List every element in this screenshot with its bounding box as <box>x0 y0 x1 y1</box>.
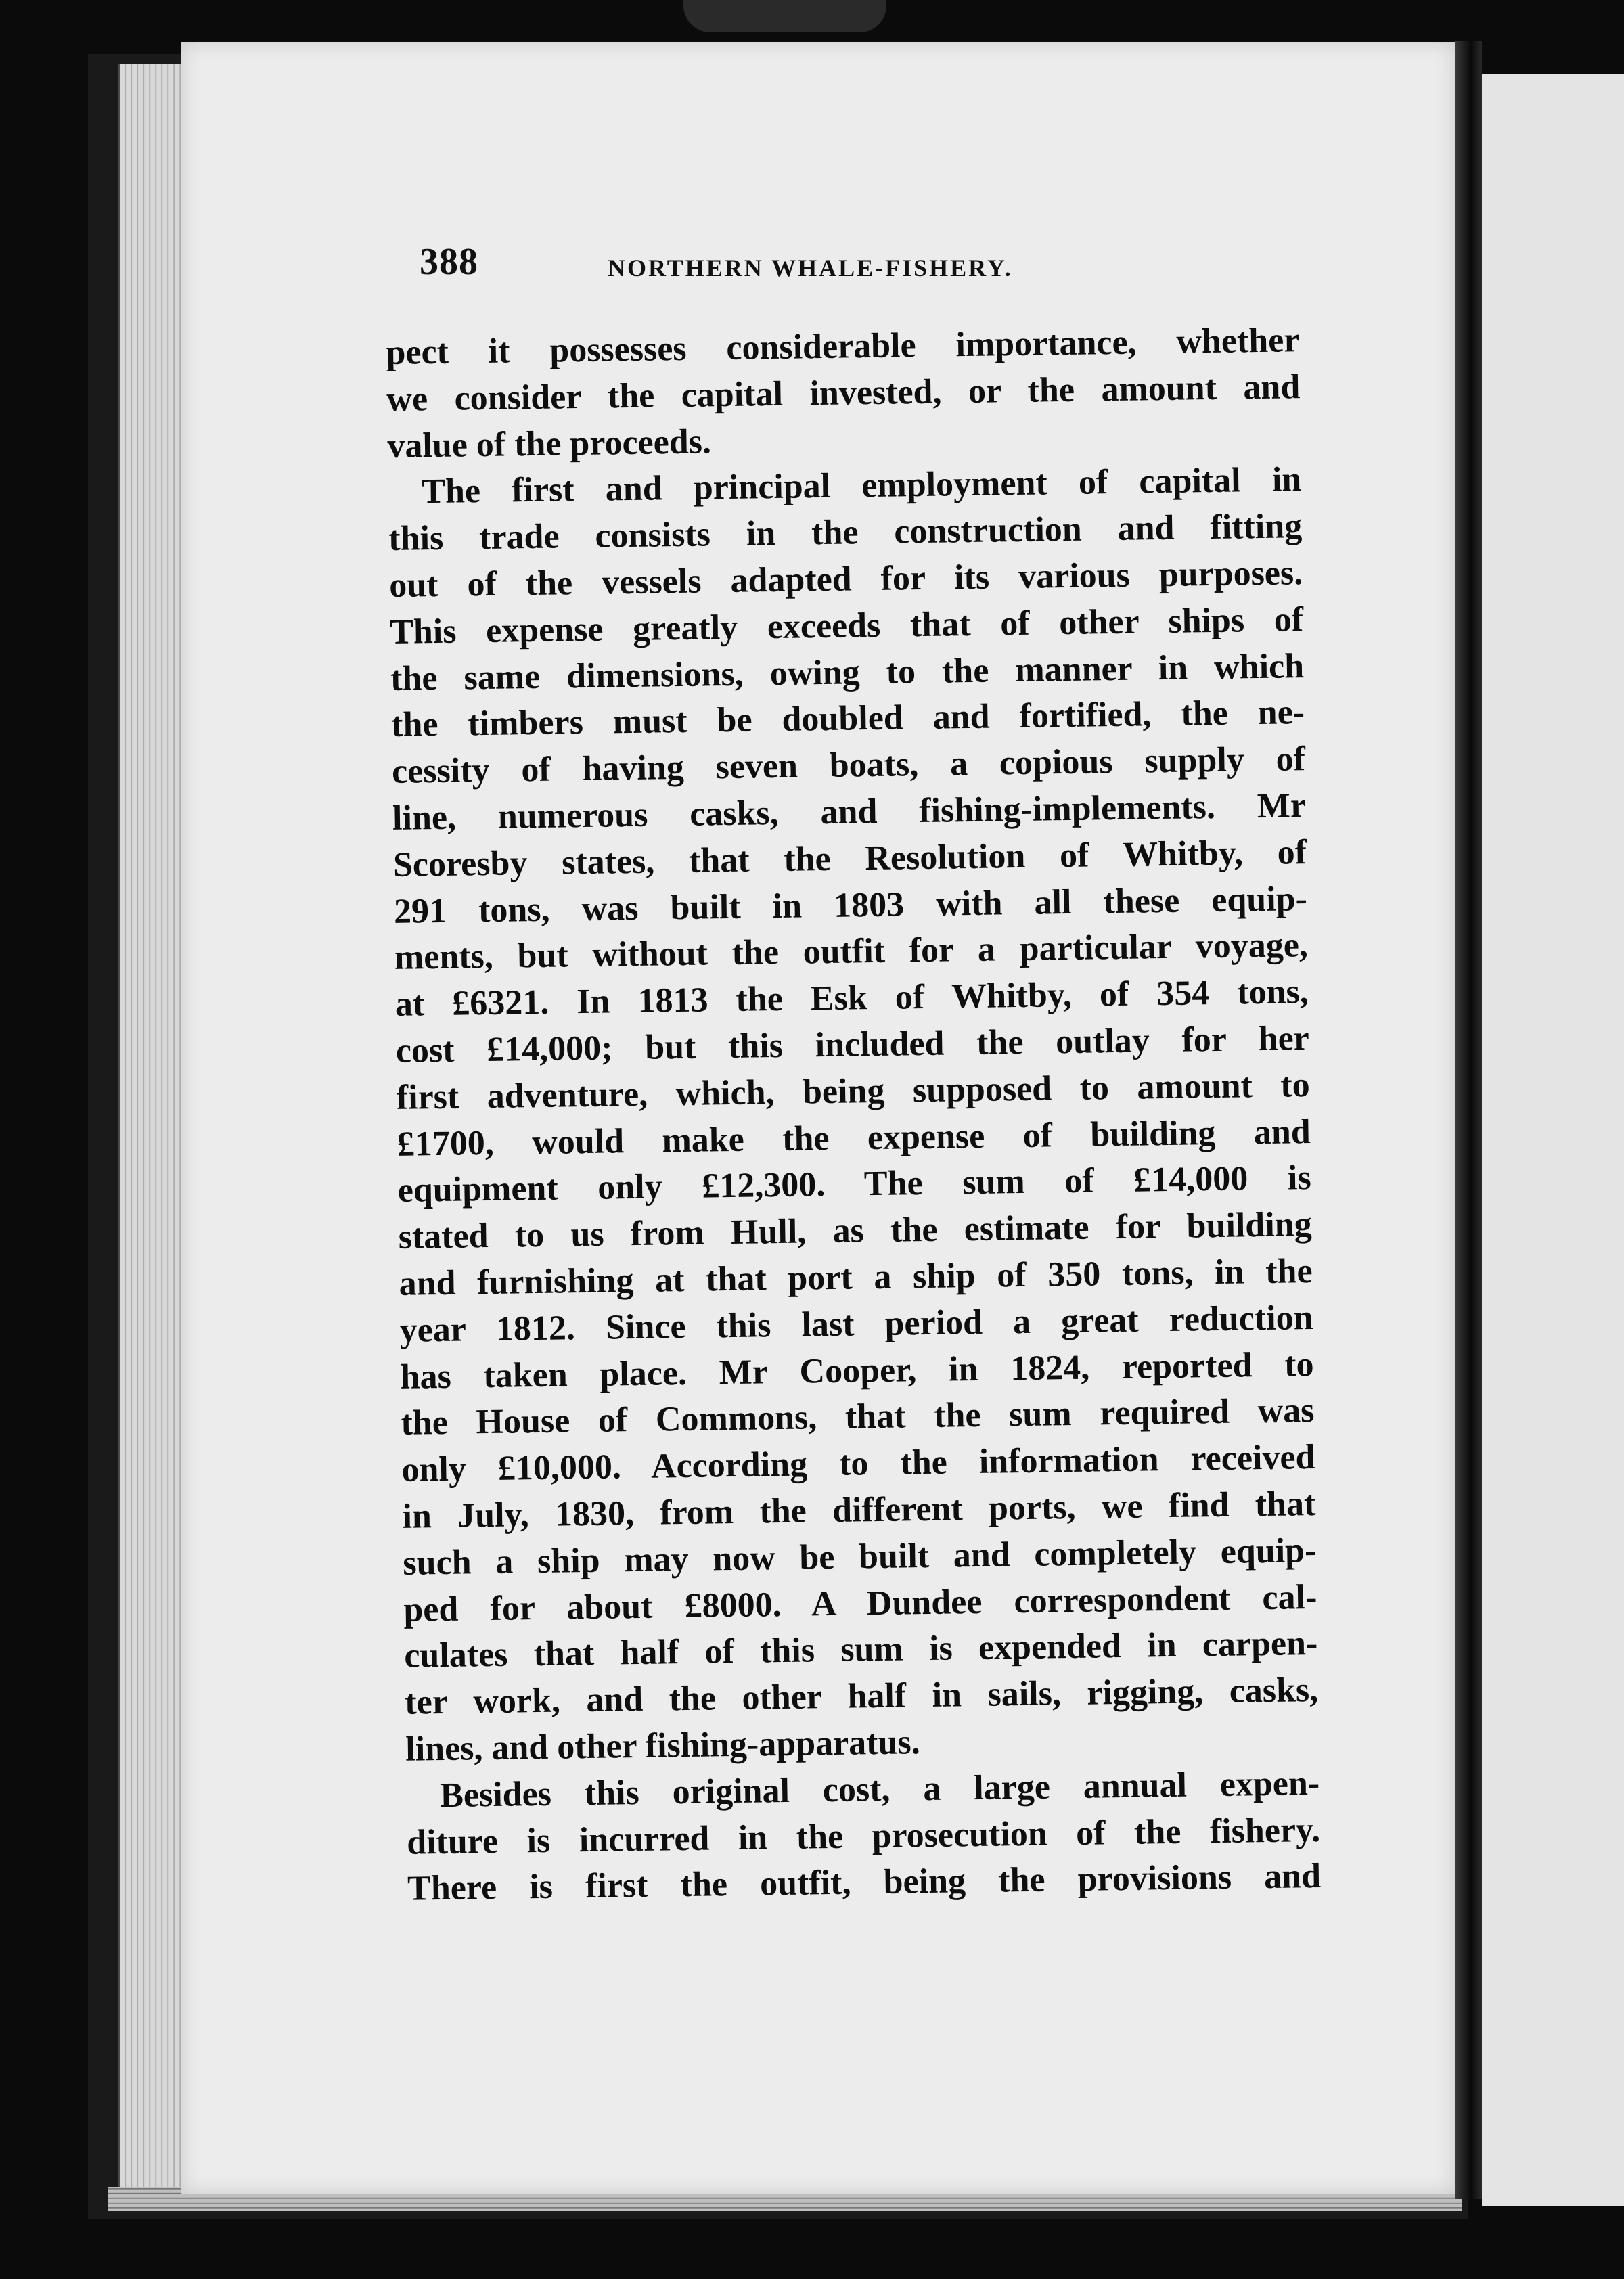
text-line: we consider the capital invested, or the amount and <box>386 367 1301 419</box>
text-line: such a ship may now be built and completely equip- <box>403 1531 1317 1583</box>
text-line: the timbers must be doubled and fortified, the ne- <box>390 693 1305 745</box>
text-line: cost £14,000; but this included the outlay for her <box>395 1019 1310 1070</box>
text-line: year 1812. Since this last period a great reduction <box>399 1298 1313 1350</box>
text-line: ments, but without the outfit for a particular voyage, <box>394 926 1309 978</box>
page-header <box>420 240 1116 294</box>
body-text <box>386 317 1322 1913</box>
text-line: equipment only £12,300. The sum of £14,000 is <box>397 1158 1312 1211</box>
text-line: cessity of having seven boats, a copious supply of <box>391 740 1306 792</box>
text-line: pect it possesses considerable importance, whether <box>386 321 1300 372</box>
text-line: has taken place. Mr Cooper, in 1824, reported to <box>400 1345 1314 1397</box>
text-line: ter work, and the other half in sails, rigging, casks, <box>404 1671 1319 1722</box>
text-line: The first and principal employment of capital in <box>421 460 1302 512</box>
book-gutter <box>1455 41 1482 2199</box>
text-line: £1700, would make the expense of building and <box>397 1112 1311 1164</box>
text-line: Besides this original cost, a large annual expen- <box>439 1763 1320 1815</box>
running-head: NORTHERN WHALE-FISHERY. <box>608 254 1013 281</box>
text-line: this trade consists in the construction and fitting <box>388 507 1303 559</box>
text-line: culates that half of this sum is expended in carpen- <box>403 1624 1318 1676</box>
text-line: and furnishing at that port a ship of 350 tons, in the <box>399 1251 1313 1303</box>
text-line: diture is incurred in the prosecution of the fishery. <box>406 1810 1321 1862</box>
paragraph-2 <box>388 457 1320 1774</box>
text-line: There is first the outfit, being the provisions and <box>407 1857 1322 1909</box>
text-line: out of the vessels adapted for its various purposes. <box>388 554 1303 605</box>
text-line: 291 tons, was built in 1803 with all these equip- <box>393 879 1308 931</box>
page-edges <box>118 64 188 2189</box>
text-line: at £6321. In 1813 the Esk of Whitby, of 354 tons, <box>394 972 1309 1024</box>
text-line: This expense greatly exceeds that of other ships of <box>389 600 1304 652</box>
text-line: first adventure, which, being supposed to amount to <box>396 1065 1311 1117</box>
text-line: lines, and other fishing-apparatus. <box>405 1723 921 1769</box>
paragraph-1 <box>386 317 1301 470</box>
text-line: the House of Commons, that the sum required was <box>401 1391 1315 1443</box>
page-number: 388 <box>420 241 478 283</box>
text-line: ped for about £8000. A Dundee correspondent cal- <box>403 1577 1317 1629</box>
text-line: the same dimensions, owing to the manner in which <box>390 646 1305 698</box>
text-line: stated to us from Hull, as the estimate for building <box>398 1205 1312 1257</box>
text-line: value of the proceeds. <box>386 422 712 466</box>
text-line: in July, 1830, from the different ports, we find that <box>402 1484 1316 1536</box>
text-line: line, numerous casks, and fishing-implements. Mr <box>392 786 1307 838</box>
text-line: only £10,000. According to the information received <box>401 1438 1315 1489</box>
text-line: Scoresby states, that the Resolution of Whitby, of <box>392 832 1307 884</box>
paragraph-3 <box>406 1761 1322 1913</box>
facing-page <box>1482 74 1624 2206</box>
scan-artifact <box>683 0 886 32</box>
